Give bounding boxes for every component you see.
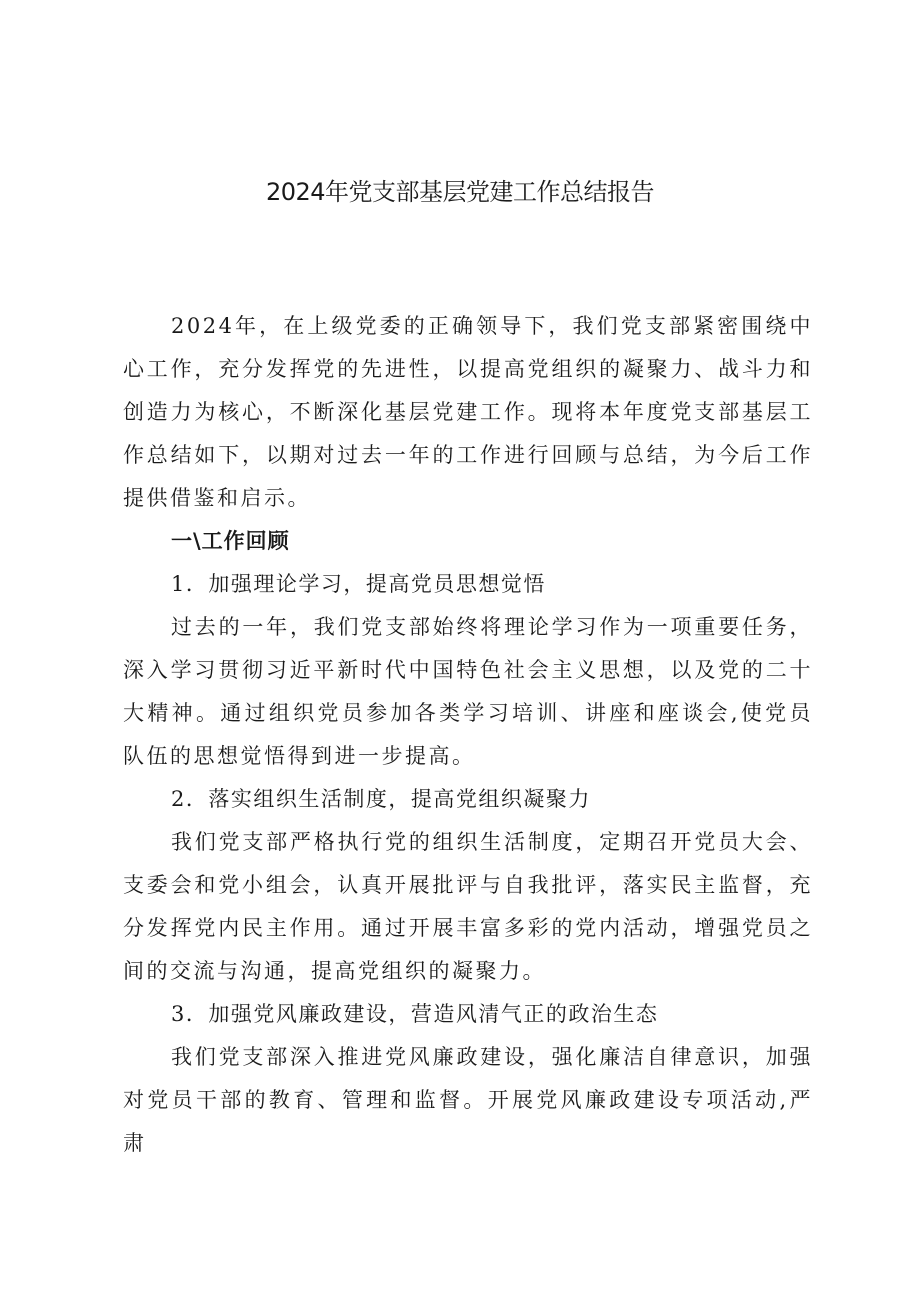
intro-paragraph: 2024年，在上级党委的正确领导下，我们党支部紧密围绕中心工作，充分发挥党的先进性，以提高党组织的凝聚力、战斗力和创造力为核心，不断深化基层党建工作。现将本年度党支部基层工作总结如下，以期对过去一年的工作进行回顾与总结，为今后工作提供借鉴和启示。 <box>123 314 813 510</box>
subheading-theory-study: 1．加强理论学习，提高党员思想觉悟 <box>171 572 546 596</box>
subheading-integrity-building: 3．加强党风廉政建设，营造风清气正的政治生态 <box>171 1002 659 1026</box>
paragraph-integrity-building: 我们党支部深入推进党风廉政建设，强化廉洁自律意识，加强对党员干部的教育、管理和监督。开展党风廉政建设专项活动,严肃 <box>123 1045 813 1155</box>
subheading-organization-life: 2．落实组织生活制度，提高党组织凝聚力 <box>171 787 591 811</box>
document-title: 2024年党支部基层党建工作总结报告 <box>265 178 655 206</box>
section-heading-work-review: 一\工作回顾 <box>171 529 290 553</box>
paragraph-organization-life: 我们党支部严格执行党的组织生活制度，定期召开党员大会、支委会和党小组会，认真开展批评与自我批评，落实民主监督，充分发挥党内民主作用。通过开展丰富多彩的党内活动，增强党员之间的交流与沟通，提高党组织的凝聚力。 <box>123 830 813 983</box>
paragraph-theory-study: 过去的一年，我们党支部始终将理论学习作为一项重要任务，深入学习贯彻习近平新时代中国特色社会主义思想，以及党的二十大精神。通过组织党员参加各类学习培训、讲座和座谈会,使党员队伍的思想觉悟得到进一步提高。 <box>123 615 813 768</box>
document-body <box>123 305 813 1165</box>
